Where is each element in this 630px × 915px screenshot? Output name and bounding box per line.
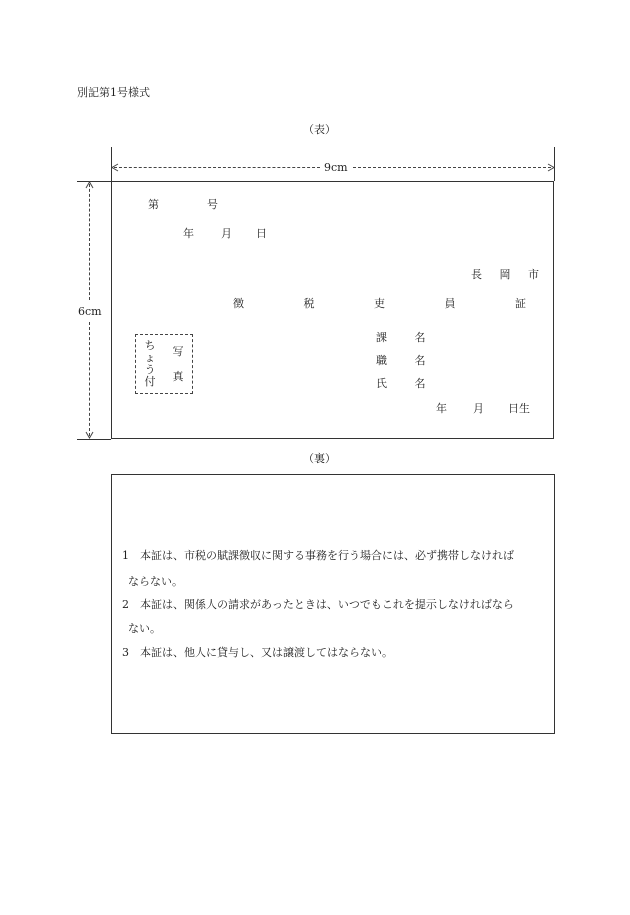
front-caption: （表） bbox=[303, 123, 336, 136]
back-item-2-line-2: ない。 bbox=[128, 622, 161, 635]
arrow-down-icon bbox=[85, 431, 94, 439]
name-label: 氏 名 bbox=[376, 377, 438, 390]
issue-year-label: 年 bbox=[183, 227, 194, 240]
photo-label-right: 写 真 bbox=[172, 345, 184, 383]
front-card bbox=[111, 181, 554, 439]
issuer-name: 長 岡 市 bbox=[471, 268, 546, 281]
certificate-title: 徴 税 吏 員 証 bbox=[233, 297, 554, 310]
number-prefix: 第 bbox=[148, 198, 159, 211]
position-label: 職 名 bbox=[376, 354, 438, 367]
birth-year-label: 年 bbox=[436, 402, 447, 415]
back-item-1-line-1: 1 本証は、市税の賦課徴収に関する事務を行う場合には、必ず携帯しなければ bbox=[122, 549, 514, 562]
width-dimension-line-right bbox=[353, 167, 551, 168]
back-item-3-line-1: 3 本証は、他人に貸与し、又は譲渡してはならない。 bbox=[122, 646, 393, 659]
back-item-2-line-1: 2 本証は、関係人の請求があったときは、いつでもこれを提示しなければなら bbox=[122, 598, 514, 611]
issue-month-label: 月 bbox=[221, 227, 232, 240]
form-title: 別記第1号様式 bbox=[77, 86, 150, 99]
birth-day-label: 日生 bbox=[508, 402, 530, 415]
height-extension-top bbox=[77, 181, 111, 182]
photo-label-left: ちょう付 bbox=[144, 339, 156, 388]
height-extension-bottom bbox=[77, 439, 111, 440]
width-label: 9cm bbox=[324, 161, 348, 174]
birth-month-label: 月 bbox=[473, 402, 484, 415]
issue-day-label: 日 bbox=[256, 227, 267, 240]
back-item-1-line-2: ならない。 bbox=[128, 575, 183, 588]
height-dimension-line-top bbox=[89, 184, 90, 300]
arrow-right-icon bbox=[547, 163, 555, 172]
department-label: 課 名 bbox=[376, 331, 438, 344]
height-label: 6cm bbox=[78, 305, 102, 318]
arrow-left-icon bbox=[111, 163, 119, 172]
number-suffix: 号 bbox=[207, 198, 218, 211]
back-caption: （裏） bbox=[303, 452, 336, 465]
height-dimension-line-bottom bbox=[89, 322, 90, 436]
arrow-up-icon bbox=[85, 181, 94, 189]
width-dimension-line-left bbox=[114, 167, 320, 168]
